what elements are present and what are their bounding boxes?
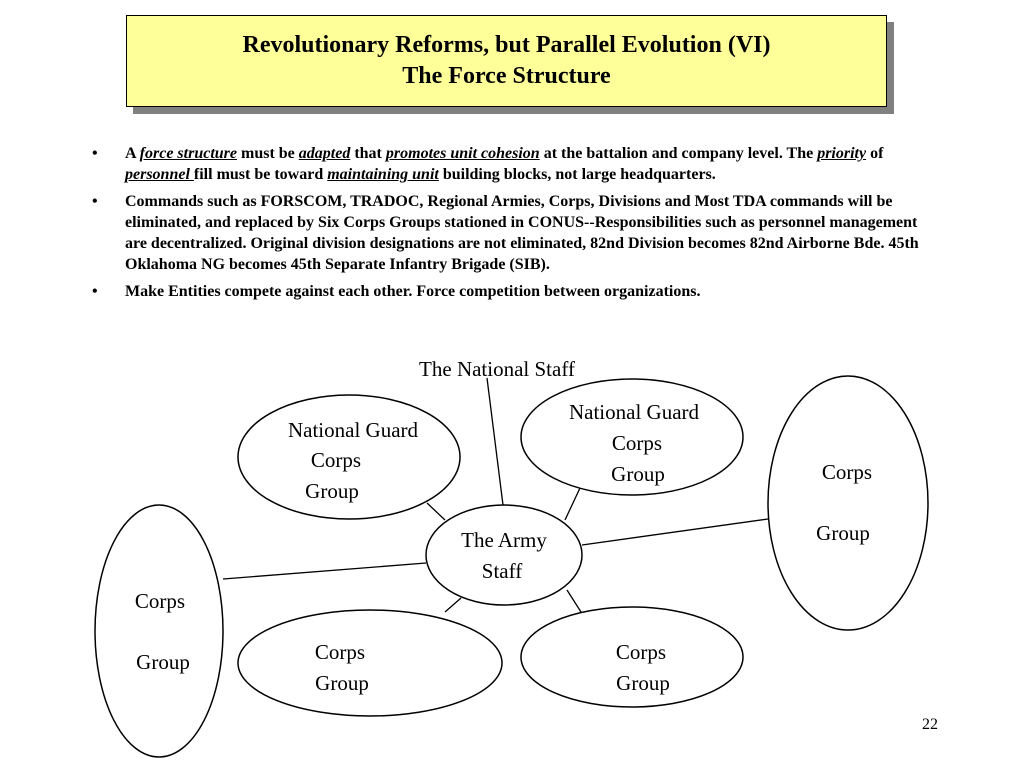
bullet-text-run: that [350, 145, 386, 162]
connector-ng-left [427, 503, 445, 520]
emphasized-phrase: priority [817, 145, 867, 162]
connector-corps-right [582, 519, 768, 545]
connector-corps-left [223, 563, 426, 579]
ng-left-line3: Group [305, 479, 359, 503]
page-number: 22 [922, 716, 938, 733]
hub-line1: The Army [461, 528, 547, 552]
emphasized-phrase: promotes unit cohesion [385, 145, 540, 162]
corps-left-line2: Group [136, 650, 190, 674]
bullet-marker: • [92, 145, 98, 162]
national-staff-label: The National Staff [419, 357, 575, 381]
corps-bottom-left-line2: Group [315, 671, 369, 695]
slide-title: Revolutionary Reforms, but Parallel Evolution (VI) [242, 32, 771, 58]
bullet-text-run: fill must be toward [193, 166, 328, 183]
corps-group-bottom-left-node [238, 610, 502, 716]
corps-bottom-left-line1: Corps [314, 640, 366, 664]
connector-national-staff [487, 378, 503, 505]
ng-right-line3: Group [611, 462, 665, 486]
emphasized-phrase: adapted [298, 145, 351, 162]
slide-subtitle: The Force Structure [402, 63, 611, 89]
ng-right-line1: National Guard [568, 400, 700, 424]
corps-group-right-node [768, 376, 928, 630]
ng-left-line2: Corps [310, 448, 362, 472]
bullet-text-run: Make Entities compete against each other. Force competition between organizations. [125, 283, 701, 300]
army-staff-hub-node [426, 505, 582, 605]
connector-ng-right [565, 488, 580, 520]
ng-right-line2: Corps [611, 431, 663, 455]
emphasized-phrase: maintaining unit [327, 166, 439, 183]
bullet-text-run: A [125, 145, 140, 162]
corps-left-line1: Corps [134, 589, 186, 613]
bullet-text-run: must be [237, 145, 299, 162]
bullet-marker: • [92, 193, 98, 210]
ng-left-line1: National Guard [287, 418, 419, 442]
connector-corps-bottom-right [567, 590, 581, 612]
hub-line2: Staff [481, 559, 523, 583]
corps-bottom-right-line1: Corps [615, 640, 667, 664]
connector-corps-bottom-left [445, 598, 461, 612]
bullet-text-run: at the battalion and company level. The [539, 145, 818, 162]
corps-right-line2: Group [816, 521, 870, 545]
bullet-text-run: building blocks, not large headquarters. [438, 166, 716, 183]
emphasized-phrase: force structure [139, 145, 237, 162]
corps-bottom-right-line2: Group [616, 671, 670, 695]
corps-right-line1: Corps [821, 460, 873, 484]
bullet-text-run: of [866, 145, 884, 162]
bullet-marker: • [92, 283, 98, 300]
corps-group-left-node [95, 505, 223, 757]
bullet-text-run: Commands such as FORSCOM, TRADOC, Regional Armies, Corps, Divisions and Most TDA commands will be eliminated, and replaced by Six Corps Groups stationed in CONUS--Responsibilities such as personnel management are decentralized. Original division designations are not eliminated, 82nd Division becomes 82nd Airborne Bde. 45th Oklahoma NG becomes 45th Separate Infantry Brigade (SIB). [125, 193, 919, 273]
emphasized-phrase: personnel [125, 166, 194, 183]
